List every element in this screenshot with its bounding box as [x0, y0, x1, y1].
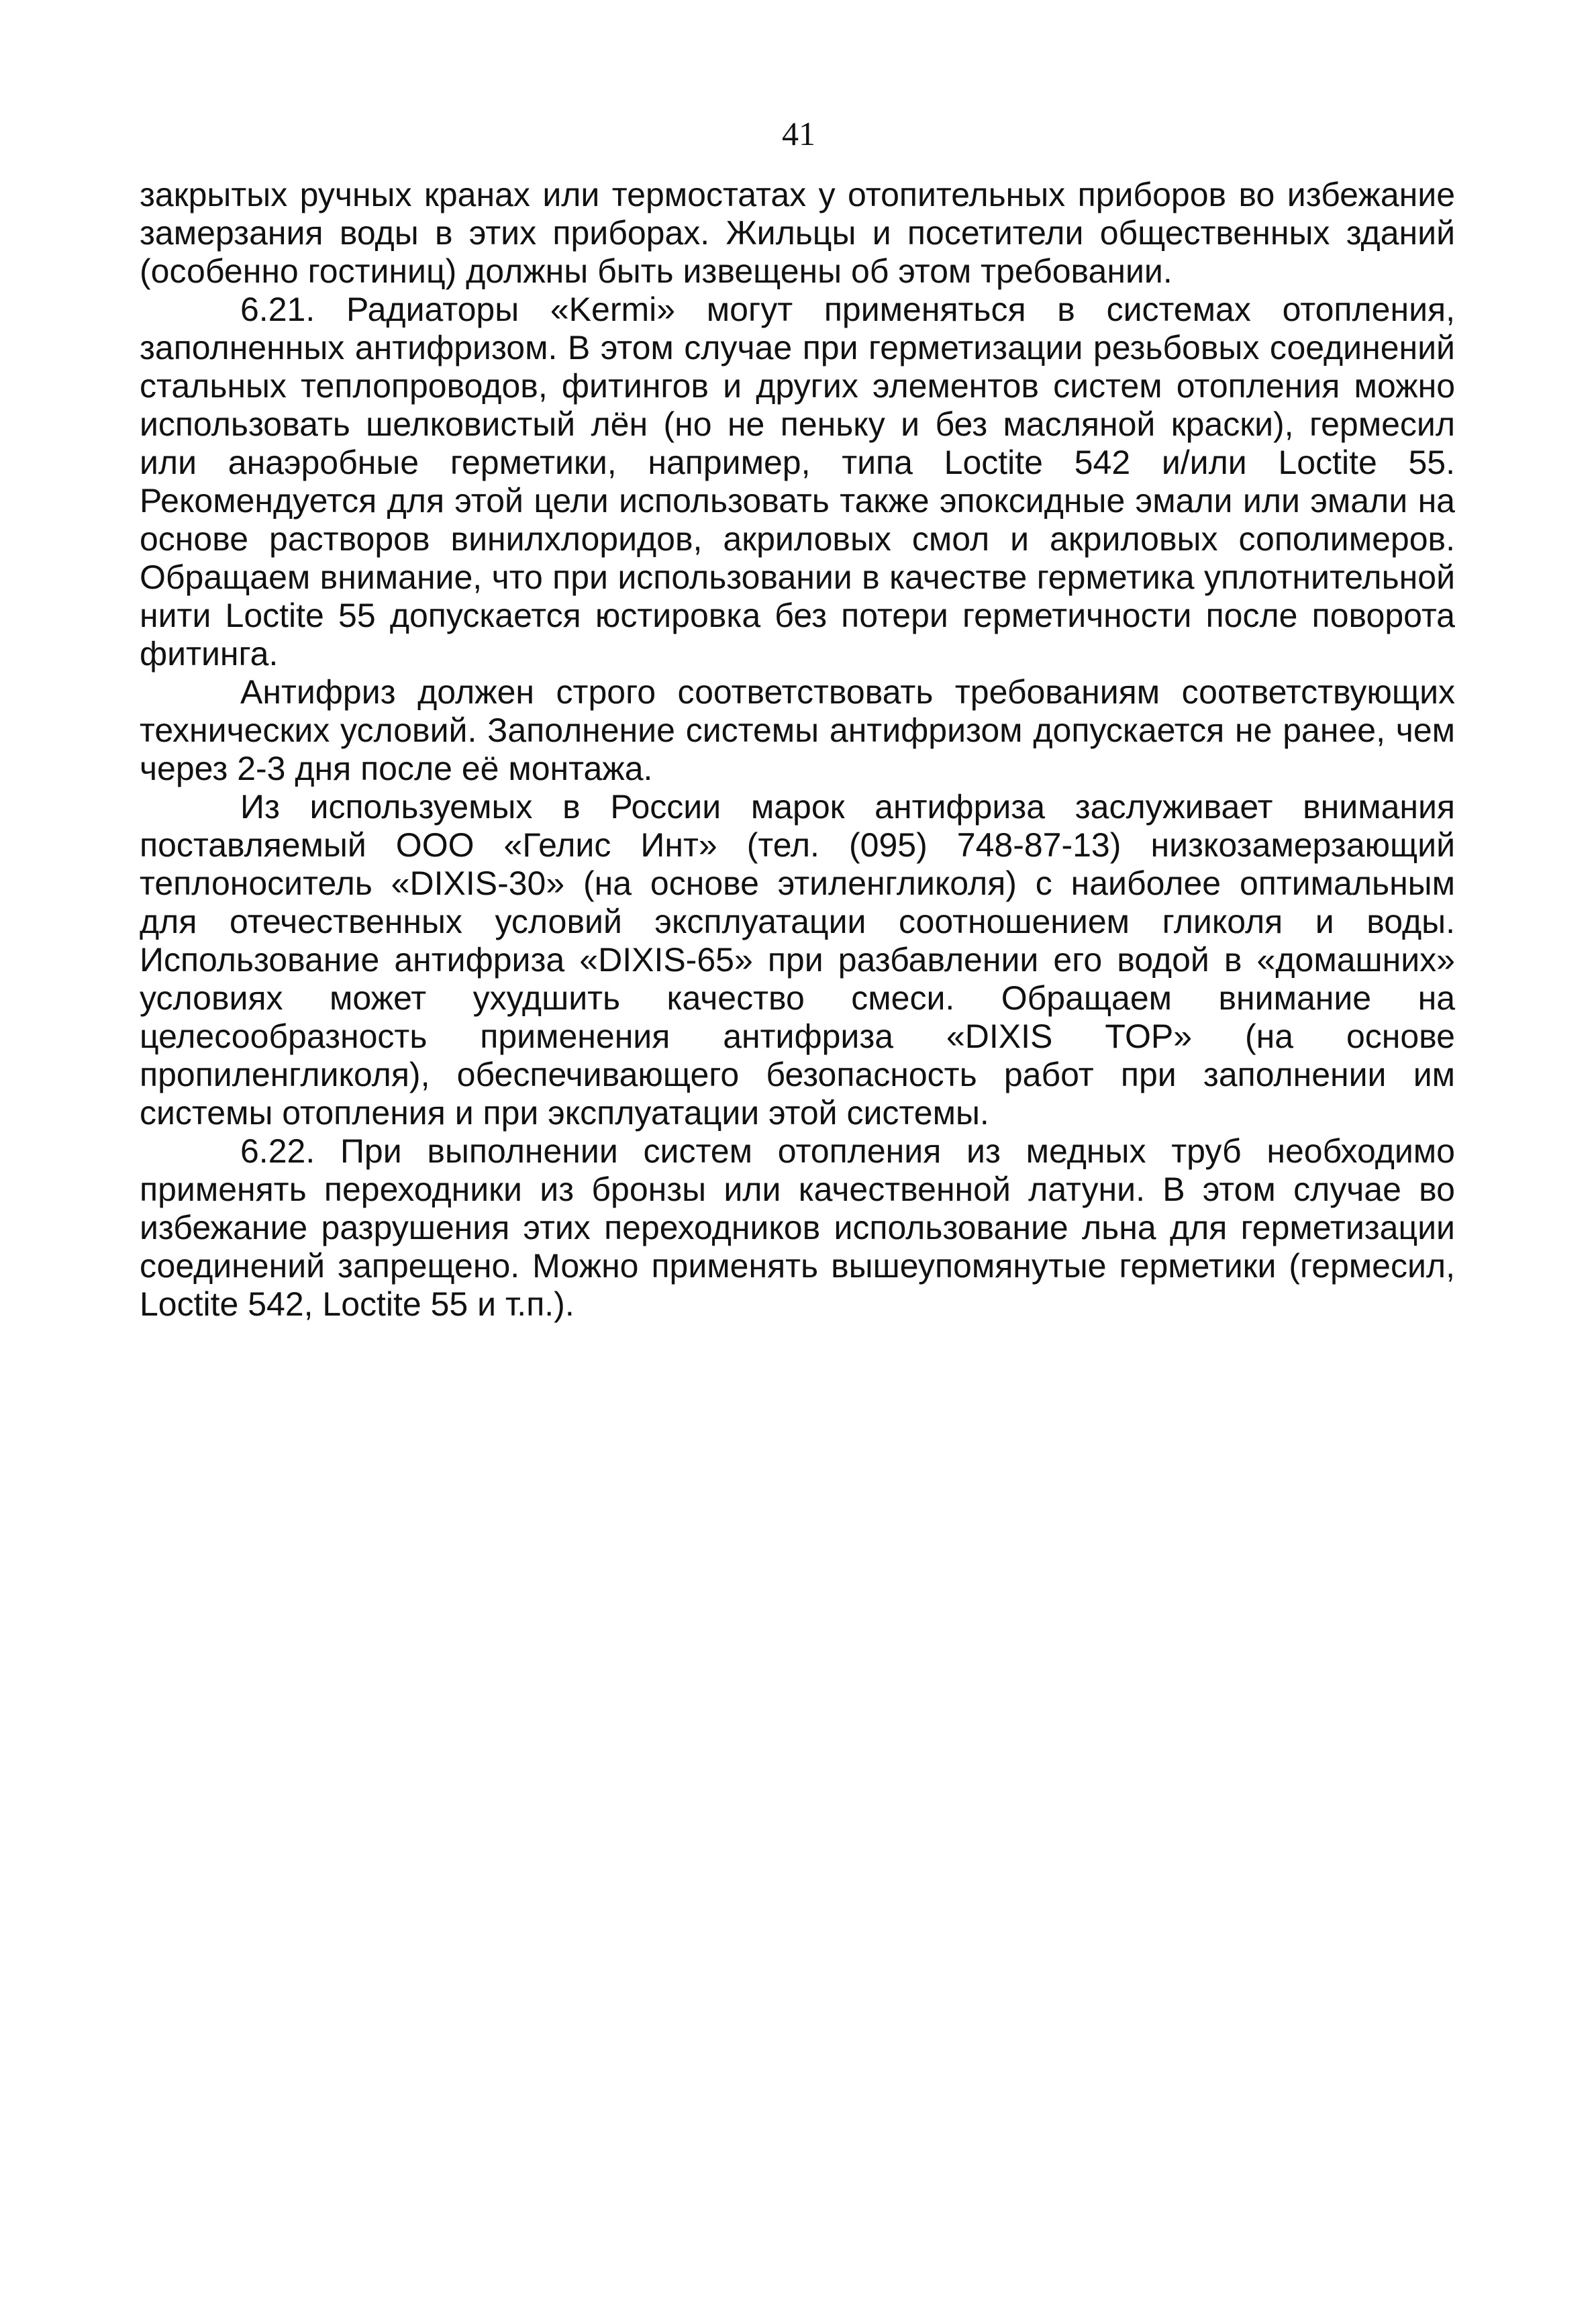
- body-text: [140, 176, 1455, 1324]
- paragraph-6-21: 6.21. Радиаторы «Kermi» могут применяться в системах отопления, заполненных антифризом. В этом случае при герметизации резьбовых соединений стальных теплопроводов, фитингов и других элементов систем отопления можно использовать шелковистый лён (но не пеньку и без масляной краски), гермесил или анаэробные герметики, например, типа Loctite 542 и/или Loctite 55. Рекомендуется для этой цели использовать также эпоксидные эмали или эмали на основе растворов винилхлоридов, акриловых смол и акриловых сополимеров. Обращаем внимание, что при использовании в качестве герметика уплотнительной нити Loctite 55 допускается юстировка без потери герметичности после поворота фитинга.: [140, 291, 1455, 673]
- paragraph-antifreeze-brands: Из используемых в России марок антифриза заслуживает внимания поставляемый ООО «Гелис Инт» (тел. (095) 748-87-13) низкозамерзающий теплоноситель «DIXIS-30» (на основе этиленгликоля) с наиболее оптимальным для отечественных условий эксплуатации соотношением гликоля и воды. Использование антифриза «DIXIS-65» при разбавлении его водой в «домашних» условиях может ухудшить качество смеси. Обращаем внимание на целесообразность применения антифриза «DIXIS TOP» (на основе пропиленгликоля), обеспечивающего безопасность работ при заполнении им системы отопления и при эксплуатации этой системы.: [140, 788, 1455, 1132]
- paragraph-continuation: закрытых ручных кранах или термостатах у отопительных приборов во избежание замерзания воды в этих приборах. Жильцы и посетители общественных зданий (особенно гостиниц) должны быть извещены об этом требовании.: [140, 176, 1455, 290]
- paragraph-antifreeze-requirements: Антифриз должен строго соответствовать требованиям соответствующих технических условий. Заполнение системы антифризом допускается не ранее, чем через 2-3 дня после её монтажа.: [140, 673, 1455, 787]
- paragraph-6-22: 6.22. При выполнении систем отопления из медных труб необходимо применять переходники из бронзы или качественной латуни. В этом случае во избежание разрушения этих переходников использование льна для герметизации соединений запрещено. Можно применять вышеупомянутые герметики (гермесил, Loctite 542, Loctite 55 и т.п.).: [140, 1132, 1455, 1323]
- page-number: 41: [782, 115, 815, 152]
